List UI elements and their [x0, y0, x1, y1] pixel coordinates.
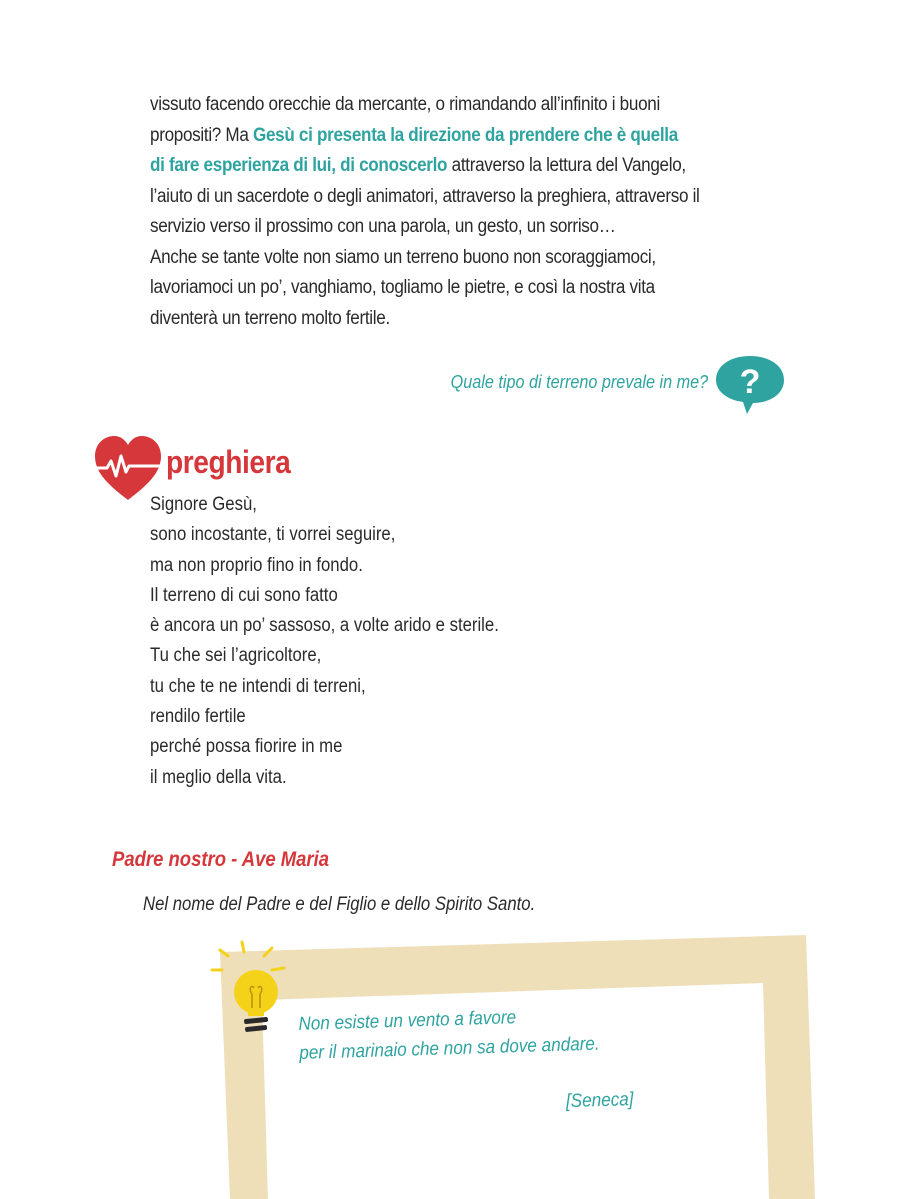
quote-frame	[0, 930, 900, 1199]
prayer-line: tu che te ne intendi di terreni,	[150, 675, 366, 697]
question-mark: ?	[739, 363, 761, 401]
paragraph-text: Anche se tante volte non siamo un terreno buono non scoraggiamoci,	[150, 246, 656, 268]
quote-line: per il marinaio che non sa dove andare.	[299, 1033, 600, 1064]
paragraph-line	[150, 121, 735, 152]
paragraph-line	[150, 212, 735, 243]
highlighted-text: di fare esperienza di lui, di conoscerlo	[150, 155, 448, 176]
paragraph-line	[150, 304, 735, 335]
closing-heading: Padre nostro - Ave Maria	[112, 848, 330, 871]
paragraph-line	[150, 182, 735, 213]
question-bubble-icon	[713, 352, 787, 416]
prayer-line: perché possa fiorire in me	[150, 736, 343, 758]
quote-author: [Seneca]	[565, 1089, 634, 1113]
blessing-line: Nel nome del Padre e del Figlio e dello Spirito Santo.	[143, 894, 536, 915]
paragraph-line	[150, 273, 735, 304]
reflection-question	[300, 372, 708, 393]
quote-text	[298, 1000, 633, 1068]
paragraph-text: attraverso la lettura del Vangelo,	[447, 155, 686, 176]
highlighted-text: Gesù ci presenta la direzione da prendere che è quella	[252, 124, 678, 146]
prayer-line: Il terreno di cui sono fatto	[150, 584, 338, 606]
body-paragraph	[150, 90, 800, 334]
paragraph-line	[150, 151, 735, 182]
prayer-line: è ancora un po’ sassoso, a volte arido e sterile.	[150, 615, 499, 637]
prayer-line: Signore Gesù,	[150, 494, 257, 515]
prayer-line: il meglio della vita.	[150, 766, 287, 788]
prayer-line: Tu che sei l’agricoltore,	[150, 645, 322, 667]
prayer-line: sono incostante, ti vorrei seguire,	[150, 524, 396, 546]
prayer-text	[150, 490, 650, 793]
paragraph-text: propositi? Ma	[150, 124, 253, 146]
paragraph-line	[150, 243, 735, 274]
lightbulb-icon	[208, 940, 300, 1040]
quote-line: Non esiste un vento a favore	[298, 1007, 517, 1035]
paragraph-text: lavoriamoci un po’, vanghiamo, togliamo le pietre, e così la nostra vita	[150, 277, 655, 298]
paragraph-text: diventerà un terreno molto fertile.	[150, 307, 390, 329]
prayer-line: rendilo fertile	[150, 706, 246, 728]
paragraph-text: servizio verso il prossimo con una parola, un gesto, un sorriso…	[150, 216, 616, 237]
prayer-title: preghiera	[166, 444, 291, 480]
paragraph-text: l’aiuto di un sacerdote o degli animatori, attraverso la preghiera, attraverso il	[150, 185, 700, 207]
prayer-line: ma non proprio fino in fondo.	[150, 554, 363, 576]
paragraph-text: vissuto facendo orecchie da mercante, o rimandando all’infinito i buoni	[150, 94, 660, 115]
paragraph-line	[150, 90, 735, 121]
reflection-question-text: Quale tipo di terreno prevale in me?	[450, 372, 708, 392]
